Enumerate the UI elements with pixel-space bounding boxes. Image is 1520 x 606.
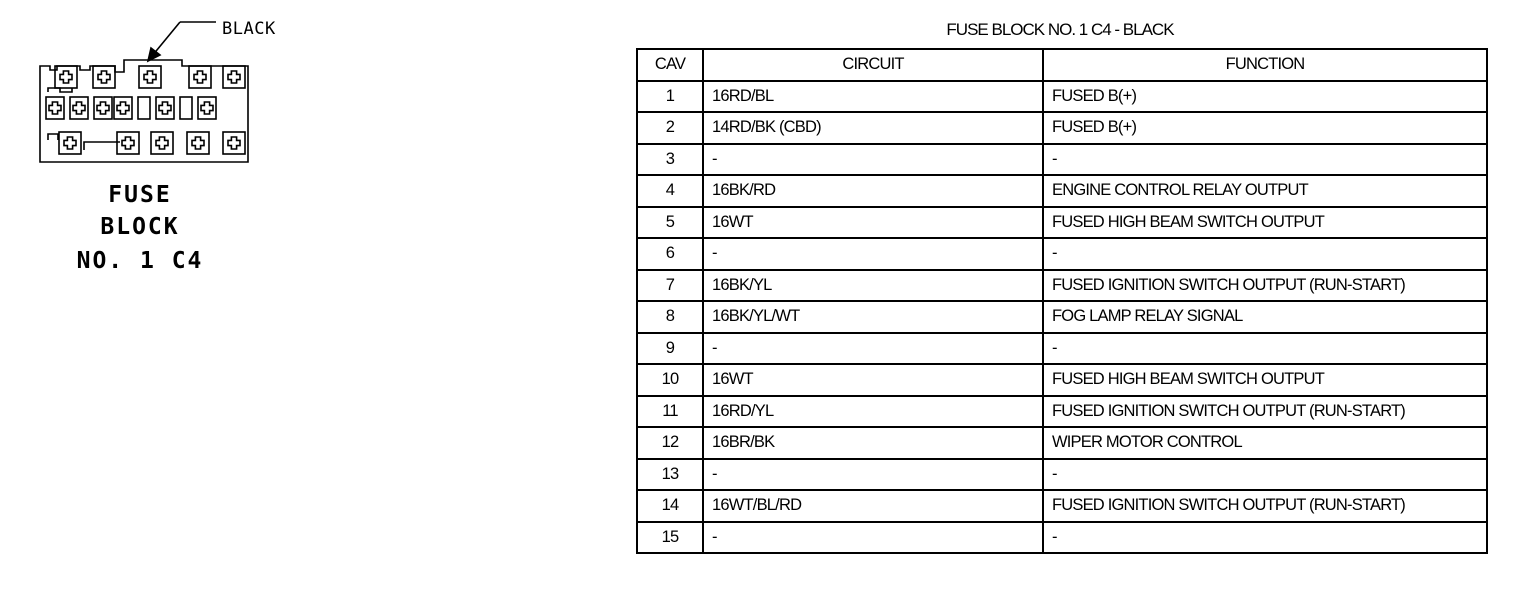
cavity-empty [138,97,150,119]
function-cell: FOG LAMP RELAY SIGNAL [1043,301,1487,333]
function-cell: ENGINE CONTROL RELAY OUTPUT [1043,175,1487,207]
table-body [637,81,1487,554]
circuit-cell: - [703,522,1043,554]
cav-cell: 3 [637,144,703,176]
cav-cell: 9 [637,333,703,365]
cavity-pin [228,137,240,149]
cav-cell: 14 [637,490,703,522]
cavity-frame [223,66,245,88]
cavity-frame [187,132,209,154]
function-cell: - [1043,459,1487,491]
table-row [637,207,1487,239]
circuit-cell: 16BK/RD [703,175,1043,207]
caption-line-1: FUSE [108,182,172,208]
cavity-frame [189,66,211,88]
table-header-row [637,49,1487,81]
function-cell: FUSED IGNITION SWITCH OUTPUT (RUN-START) [1043,270,1487,302]
cavity-frame [117,132,139,154]
cavity-frame [93,66,115,88]
cavity-pin [194,71,206,83]
header-cav: CAV [637,49,703,81]
function-cell: FUSED B(+) [1043,112,1487,144]
cavity-pin [228,71,240,83]
circuit-cell: 16BK/YL/WT [703,301,1043,333]
table-row [637,270,1487,302]
cavity-pin [122,137,134,149]
table-row [637,459,1487,491]
connector-cavities [46,66,245,154]
cavity-pin [117,102,129,114]
circuit-cell: - [703,144,1043,176]
cavity-pin [64,137,76,149]
function-cell: - [1043,144,1487,176]
cav-cell: 8 [637,301,703,333]
cavity-pin [60,71,72,83]
cavity-pin [156,137,168,149]
function-cell: - [1043,238,1487,270]
table-row [637,490,1487,522]
circuit-cell: - [703,459,1043,491]
circuit-cell: - [703,333,1043,365]
table-row [637,301,1487,333]
circuit-cell: 14RD/BK (CBD) [703,112,1043,144]
function-cell: FUSED HIGH BEAM SWITCH OUTPUT [1043,207,1487,239]
header-function: FUNCTION [1043,49,1487,81]
cavity-frame [223,132,245,154]
connector-diagram [0,0,300,180]
circuit-cell: 16BK/YL [703,270,1043,302]
table-row [637,238,1487,270]
cav-cell: 10 [637,364,703,396]
cav-cell: 11 [637,396,703,428]
cavity-pin [97,102,109,114]
color-label: BLACK [222,19,276,39]
cav-cell: 6 [637,238,703,270]
cav-cell: 7 [637,270,703,302]
table-row [637,522,1487,554]
circuit-cell: 16WT/BL/RD [703,490,1043,522]
cav-cell: 15 [637,522,703,554]
function-cell: WIPER MOTOR CONTROL [1043,427,1487,459]
cavity-pin [73,102,85,114]
pin-table [636,48,1488,554]
header-circuit: CIRCUIT [703,49,1043,81]
table-row [637,364,1487,396]
cavity-pin [192,137,204,149]
function-cell: FUSED IGNITION SWITCH OUTPUT (RUN-START) [1043,396,1487,428]
cavity-pin [201,102,213,114]
cav-cell: 5 [637,207,703,239]
table-row [637,144,1487,176]
caption-line-2: BLOCK [100,214,180,240]
function-cell: - [1043,333,1487,365]
cav-cell: 1 [637,81,703,113]
circuit-cell: 16RD/YL [703,396,1043,428]
circuit-cell: 16RD/BL [703,81,1043,113]
table-row [637,112,1487,144]
table-row [637,81,1487,113]
table-row [637,333,1487,365]
circuit-cell: 16WT [703,364,1043,396]
function-cell: FUSED IGNITION SWITCH OUTPUT (RUN-START) [1043,490,1487,522]
cav-cell: 12 [637,427,703,459]
circuit-cell: 16WT [703,207,1043,239]
cavity-frame [139,66,161,88]
cavity-frame [59,132,81,154]
table-title: FUSE BLOCK NO. 1 C4 - BLACK [946,20,1174,39]
table-row [637,396,1487,428]
cav-cell: 4 [637,175,703,207]
table-row [637,427,1487,459]
function-cell: FUSED B(+) [1043,81,1487,113]
cav-cell: 13 [637,459,703,491]
circuit-cell: - [703,238,1043,270]
cav-cell: 2 [637,112,703,144]
cavity-pin [144,71,156,83]
cavity-empty [180,97,192,119]
cavity-pin [49,102,61,114]
cavity-frame [151,132,173,154]
cavity-pin [159,102,171,114]
color-indicator-arrow [148,22,216,61]
caption-line-3: NO. 1 C4 [76,248,204,274]
function-cell: - [1043,522,1487,554]
circuit-cell: 16BR/BK [703,427,1043,459]
function-cell: FUSED HIGH BEAM SWITCH OUTPUT [1043,364,1487,396]
cavity-pin [98,71,110,83]
cavity-frame [55,66,77,88]
table-row [637,175,1487,207]
